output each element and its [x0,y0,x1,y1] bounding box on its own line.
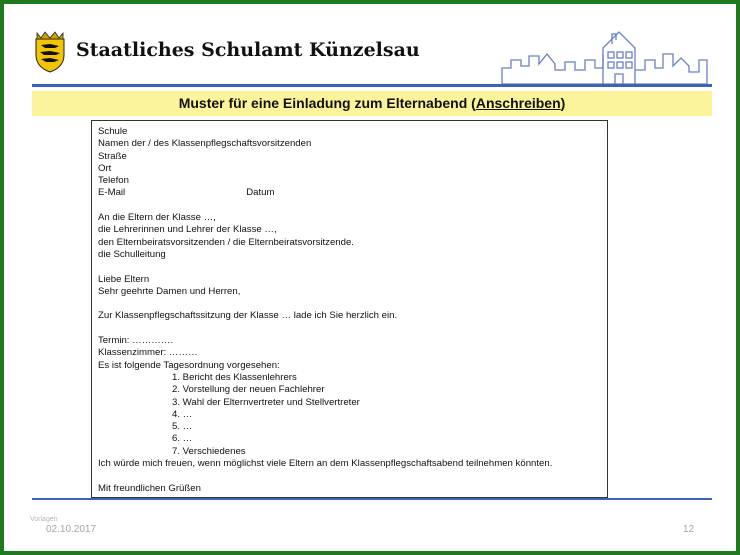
closing-wish: Ich würde mich freuen, wenn möglichst viele Eltern an dem Klassenpflegschaftsabend teilnehmen könnten. [98,458,553,470]
town-skyline-icon [499,24,713,86]
sender-line: Ort [98,162,112,174]
footer-rule [32,498,712,500]
date-label: Datum [246,187,275,199]
footer-date: 02.10.2017 [46,524,97,535]
title-banner [32,91,712,116]
header-title: Staatliches Schulamt Künzelsau [76,39,420,61]
email-label: E-Mail [98,187,126,199]
sender-line: Straße [98,150,127,162]
termin-line: Termin: …………. [98,335,174,347]
page-number: 12 [683,524,695,535]
salutation-line: Sehr geehrte Damen und Herren, [98,285,241,297]
agenda-intro: Es ist folgende Tagesordnung vorgesehen: [98,359,280,371]
agenda-item: 3. Wahl der Elternvertreter und Stellvertreter [172,396,360,408]
footer-label: Vorlagen [30,516,58,523]
recipient-line: die Lehrerinnen und Lehrer der Klasse …, [98,224,277,236]
sender-line: Schule [98,126,128,137]
room-line: Klassenzimmer: ……… [98,347,198,359]
header-rule [32,84,712,87]
agenda-item: 1. Bericht des Klassenlehrers [172,371,297,383]
email-date-line [98,187,607,199]
banner-text: Muster für eine Einladung zum Elternabend ( [178,95,476,111]
banner-underlined-text: Anschreiben [475,95,561,111]
agenda-item: 2. Vorstellung der neuen Fachlehrer [172,384,325,396]
agenda-item: 5. … [172,421,193,433]
recipient-line: An die Eltern der Klasse …, [98,212,216,224]
closing-line: Mit freundlichen Grüßen [98,482,201,494]
letter-template [91,120,608,498]
slide [4,4,736,551]
salutation-line: Liebe Eltern [98,273,150,285]
agenda-item: 4. … [172,408,193,420]
recipient-line: den Elternbeiratsvorsitzenden / die Elternbeiratsvorsitzende. [98,236,354,248]
agenda-item: 7. Verschiedenes [172,445,246,457]
agenda-item: 6. … [172,433,193,445]
sender-line: Namen der / des Klassenpflegschaftsvorsitzenden [98,138,312,150]
recipient-line: die Schulleitung [98,248,166,260]
invitation-text: Zur Klassenpflegschaftssitzung der Klasse … lade ich Sie herzlich ein. [98,310,398,322]
sender-line: Telefon [98,175,129,187]
banner-text-end: ) [560,95,566,111]
coat-of-arms-icon [32,29,68,73]
